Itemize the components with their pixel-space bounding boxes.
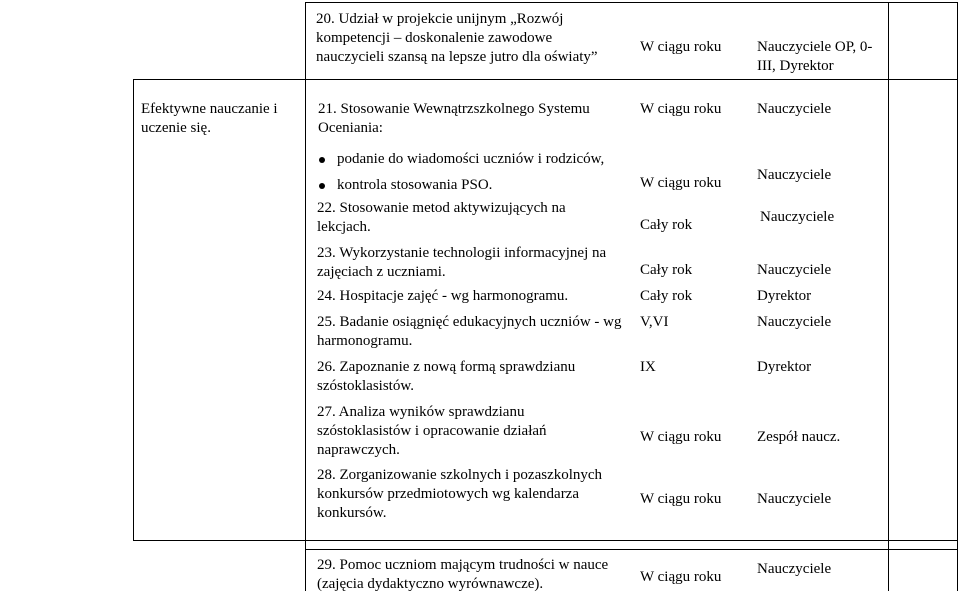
task-25: 25. Badanie osiągnięć edukacyjnych uczniów - wg harmonogramu. <box>317 314 622 349</box>
task-28: 28. Zorganizowanie szkolnych i pozaszkolnych konkursów przedmiotowych wg kalendarza konkursów. <box>317 467 603 521</box>
term-25: V,VI <box>640 314 669 330</box>
list-item: kontrola stosowania PSO. <box>317 176 604 202</box>
bullet-icon <box>319 183 325 189</box>
column-divider-left <box>133 79 134 541</box>
term-26: IX <box>640 359 656 375</box>
responsible-25: Nauczyciele <box>757 314 832 330</box>
responsible-26: Dyrektor <box>757 359 812 375</box>
row-divider <box>133 79 958 80</box>
bullet-icon <box>319 157 325 163</box>
responsible-27: Zespół naucz. <box>757 429 841 445</box>
task-21: 21. Stosowanie Wewnątrzszkolnego Systemu Oceniania: <box>318 101 590 136</box>
term-20: W ciągu roku <box>640 39 722 55</box>
responsible-21: Nauczyciele <box>757 101 832 117</box>
responsible-28: Nauczyciele <box>757 491 832 507</box>
responsible-22: Nauczyciele <box>760 209 835 225</box>
responsible-29: Nauczyciele <box>757 561 832 577</box>
task-27: 27. Analiza wyników sprawdzianu szóstoklasistów i opracowanie działań naprawczych. <box>317 404 547 458</box>
task-22: 22. Stosowanie metod aktywizujących na lekcjach. <box>317 200 566 235</box>
column-divider-task <box>305 2 306 591</box>
table-bottom-border <box>133 540 958 541</box>
task-29: 29. Pomoc uczniom mającym trudności w nauce (zajęcia dydaktyczno wyrównawcze). <box>317 557 609 592</box>
column-divider-right <box>888 2 889 591</box>
bullet-list <box>317 150 604 202</box>
task-24: 24. Hospitacje zajęć - wg harmonogramu. <box>317 288 569 304</box>
term-28: W ciągu roku <box>640 491 722 507</box>
term-21: W ciągu roku <box>640 101 722 117</box>
column-divider-edge <box>957 2 958 591</box>
list-item: podanie do wiadomości uczniów i rodziców, <box>317 150 604 176</box>
table-top-border <box>305 2 888 3</box>
term-22: Cały rok <box>640 217 693 233</box>
term-29: W ciągu roku <box>640 569 722 585</box>
term-21-bullets: W ciągu roku <box>640 175 722 191</box>
term-24: Cały rok <box>640 288 693 304</box>
task-26: 26. Zapoznanie z nową formą sprawdzianu szóstoklasistów. <box>317 359 576 394</box>
term-23: Cały rok <box>640 262 693 278</box>
responsible-24: Dyrektor <box>757 288 812 304</box>
area-label: Efektywne nauczanie i uczenie się. <box>141 101 278 136</box>
responsible-21-bullets: Nauczyciele <box>757 167 832 183</box>
task-23: 23. Wykorzystanie technologii informacyjnej na zajęciach z uczniami. <box>317 245 607 280</box>
responsible-23: Nauczyciele <box>757 262 832 278</box>
responsible-20: Nauczyciele OP, 0-III, Dyrektor <box>757 39 873 74</box>
table-lower-border <box>305 549 958 550</box>
task-20: 20. Udział w projekcie unijnym „Rozwój kompetencji – doskonalenie zawodowe nauczycieli szansą na lepsze jutro dla oświaty” <box>316 11 598 65</box>
table-top-border-right <box>888 2 958 3</box>
term-27: W ciągu roku <box>640 429 722 445</box>
